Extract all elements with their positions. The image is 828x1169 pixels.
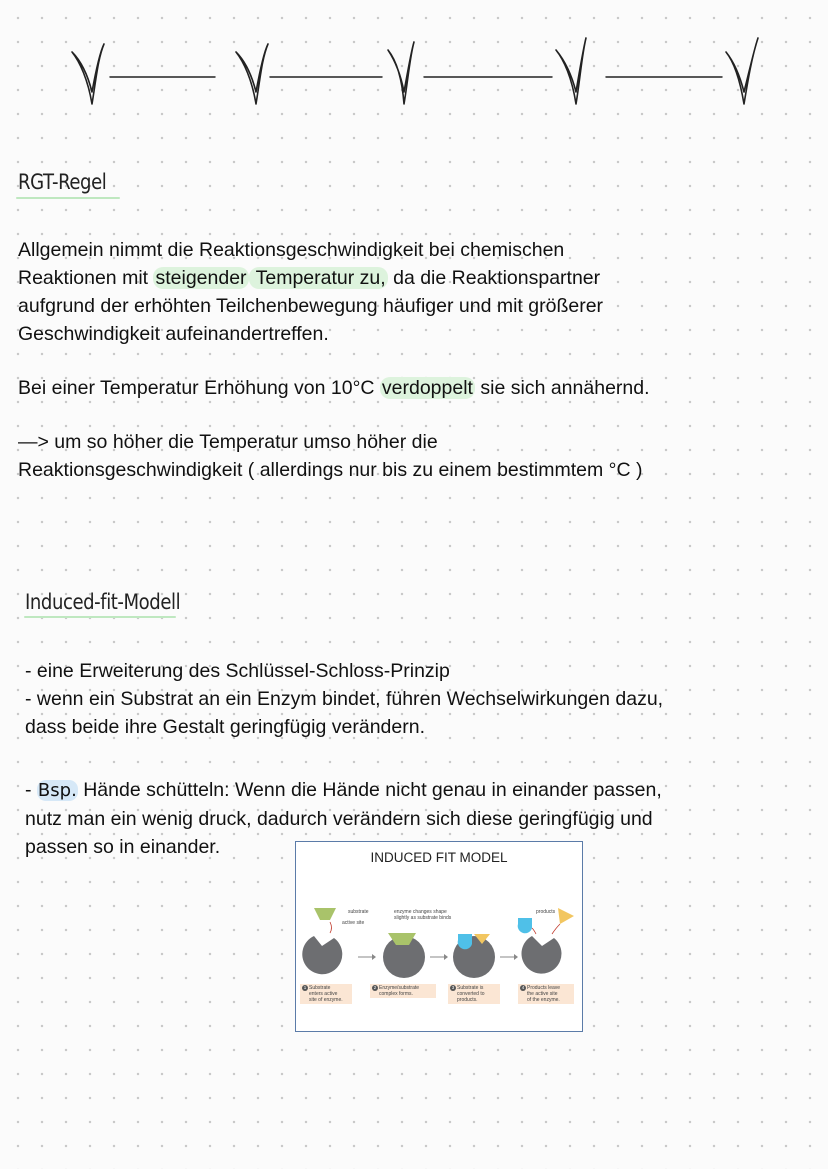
heart-doodle-4 xyxy=(556,38,586,104)
text-line: dass beide ihre Gestalt geringfügig verändern. xyxy=(25,716,425,738)
label-active-site: active site xyxy=(342,920,365,926)
step-caption-4: 4 Products leave the active site of the enzyme. xyxy=(518,984,574,1004)
text-line: - Bsp. Hände schütteln: Wenn die Hände nicht genau in einander passen, xyxy=(25,779,662,801)
text-line: —> um so höher die Temperatur umso höher die xyxy=(18,431,438,453)
highlight: Temperatur zu, xyxy=(250,267,386,289)
label-enzyme-change: enzyme changes shape slightly as substrate binds xyxy=(394,909,452,921)
enzyme-shape xyxy=(302,936,342,974)
product-shape xyxy=(558,908,574,924)
label-products: products xyxy=(536,909,556,915)
section-heading-induced-fit: Induced-fit-Modell xyxy=(25,590,181,614)
induced-fit-figure xyxy=(295,841,583,1032)
product-shape xyxy=(518,918,532,933)
section-heading-rgt: RGT-Regel xyxy=(18,170,107,194)
process-arrowhead xyxy=(514,954,518,960)
heart-doodle-5 xyxy=(726,38,758,104)
label-substrate: substrate xyxy=(348,909,369,915)
bsp-annotation: Bsp. xyxy=(37,780,77,801)
heart-doodle-2 xyxy=(236,44,268,104)
decorative-header-doodle xyxy=(0,0,828,120)
text-line: - eine Erweiterung des Schlüssel-Schloss-Prinzip xyxy=(25,660,450,682)
figure-title: INDUCED FIT MODEL xyxy=(370,850,508,865)
text-line: Reaktionen mit steigender Temperatur zu, da die Reaktionspartner xyxy=(18,267,601,289)
heart-doodle-1 xyxy=(72,44,104,104)
release-arrow xyxy=(532,928,536,934)
text-line: nutz man ein wenig druck, dadurch verändern sich diese geringfügig und xyxy=(25,808,653,830)
substrate-arrow xyxy=(330,922,332,933)
process-arrowhead xyxy=(444,954,448,960)
text-line: passen so in einander. xyxy=(25,836,221,858)
step-caption-2: 2 Enzyme/substrate complex forms. xyxy=(370,984,436,998)
heading-underline xyxy=(24,616,176,618)
rgt-paragraph-3 xyxy=(18,428,642,484)
substrate-shape xyxy=(314,908,336,920)
process-arrowhead xyxy=(372,954,376,960)
text-line: Allgemein nimmt die Reaktionsgeschwindigkeit bei chemischen xyxy=(18,239,565,261)
release-arrow xyxy=(552,924,560,934)
rgt-paragraph-1 xyxy=(18,236,603,348)
induced-fit-bullets xyxy=(25,657,663,741)
text-line: aufgrund der erhöhten Teilchenbewegung häufiger und mit größerer xyxy=(18,295,604,317)
enzyme-shape xyxy=(521,936,561,974)
text-line: Geschwindigkeit aufeinandertreffen. xyxy=(18,323,329,345)
highlight: steigender xyxy=(155,267,247,289)
rgt-paragraph-2: Bei einer Temperatur Erhöhung von 10°C verdoppelt sie sich annähernd. xyxy=(18,377,650,399)
highlight: verdoppelt xyxy=(381,377,473,399)
step-caption-3: 3 Substrate is converted to products. xyxy=(448,984,500,1004)
text-line: - wenn ein Substrat an ein Enzym bindet, führen Wechselwirkungen dazu, xyxy=(25,688,664,710)
product-shape xyxy=(458,934,472,949)
text-line: Reaktionsgeschwindigkeit ( allerdings nur bis zu einem bestimmtem °C ) xyxy=(18,459,643,481)
heart-doodle-3 xyxy=(388,42,414,104)
heading-underline xyxy=(16,197,120,199)
step-caption-1: 1 Substrate enters active site of enzyme. xyxy=(300,984,352,1004)
